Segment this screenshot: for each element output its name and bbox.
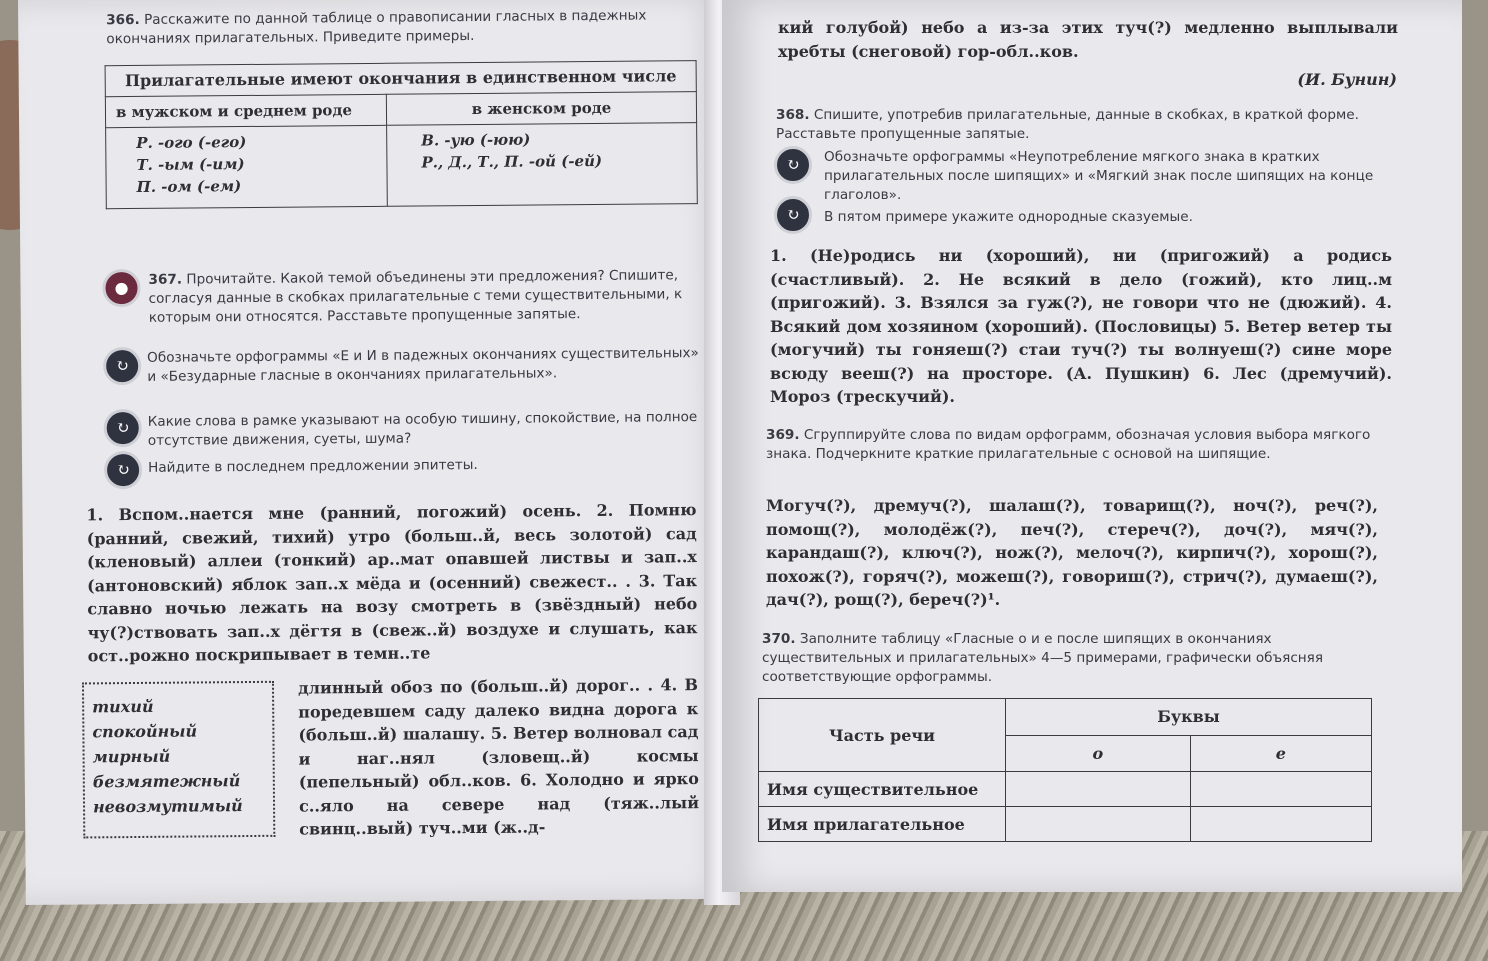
col-feminine: в женском роде [386,92,696,126]
exercise-text: Расскажите по данной таблице о правописании гласных в падежных окончаниях прилагательных. Приведите примеры. [106,7,647,48]
frame-word: спокойный [92,721,198,742]
exercise-367-task3: Найдите в последнем предложении эпитеты. [148,457,478,476]
exercise-number: 367. [148,271,183,288]
ending-line: Р. -ого (-его) [136,133,247,152]
feminine-endings [387,123,698,207]
ending-line: Р., Д., Т., П. -ой (-ей) [421,151,603,172]
col-letters: Буквы [1006,699,1372,736]
exercise-368-instruction [776,106,1396,144]
right-page [722,0,1462,892]
ending-line: П. -ом (-ем) [136,177,242,196]
ending-line: Т. -ым (-им) [136,155,245,174]
empty-cell [1006,772,1191,807]
frame-word: безмятежный [92,771,241,792]
frame-word: мирный [92,746,171,767]
letter-o-header: о [1006,735,1191,772]
exercise-366-instruction [106,6,706,49]
lightbulb-icon: ● [102,269,140,307]
exercise-367-text-continued: длинный обоз по (больш..й) дорог.. . 4. В поредевшем саду далеко видна дорога к (больш..й) шалашу. 5. Ветер волновал сад и наг..нял (зловещ..й) космы (пепельный) обл..ков. 6. Холодно и ярко с..яло на севере над (тяж..лый свинц..вый) туч..ми (ж..д- [297,675,700,839]
task-arrows-icon: ↻ [104,409,142,447]
task-arrows-icon: ↻ [774,146,812,184]
exercise-number: 368. [776,107,810,123]
exercise-367-task2: Какие слова в рамке указывают на особую тишину, спокойствие, на полное отсутствие движения, суеты, шума? [147,409,698,449]
task-arrows-icon: ↻ [104,451,142,489]
frame-word: невозмутимый [92,796,243,817]
empty-cell [1006,807,1191,842]
exercise-369-words: Могуч(?), дремуч(?), шалаш(?), товарищ(?), ноч(?), реч(?), помощ(?), молодёж(?), печ(?), стереч(?), доч(?), мяч(?), карандаш(?), ключ(?), нож(?), мелоч(?), кирпич(?), хорош(?), похож(?), горяч(?), можеш(?), говориш(?), стрич(?), думаеш(?), дач(?), рощ(?), береч(?)¹. [766,496,1378,609]
letter-e-header: е [1190,735,1371,772]
empty-cell [1190,772,1371,807]
task-arrows-icon: ↻ [103,347,141,385]
exercise-368-task2: В пятом примере укажите однородные сказуемые. [824,209,1193,225]
exercise-369-instruction [766,426,1388,464]
continued-text: кий голубой) небо а из-за этих туч(?) медленно выплывали хребты (снеговой) гор-обл..ков. [778,18,1398,61]
masculine-endings [106,125,388,208]
exercise-370-instruction [762,630,1378,687]
author-bunin: (И. Бунин) [1297,70,1397,89]
exercise-367-text: 1. Вспом..нается мне (ранний, погожий) осень. 2. Помню (ранний, свежий, тихий) утро (больш..й, весь золотой) сад (кленовый) аллеи (тонкий) ар..мат опавшей листвы и зап..х (антоновский) яблок зап..х мёда и (осенний) свежест.. . 3. Так славно ночью лежать на возу смотреть в (звёздный) небо чу(?)ствовать зап..х дёгтя в (свеж..й) воздухе и слушать, как ост..рожно поскрипывает в темн..те [86,500,698,666]
exercise-368-task1: Обозначьте орфограммы «Неупотребление мягкого знака в кратких прилагательных после шипящих» и «Мягкий знак после шипящих на конце глаголов». [824,149,1374,203]
endings-table-header: Прилагательные имеют окончания в единственном числе [105,61,696,97]
exercise-number: 366. [106,11,140,29]
vowels-table [758,698,1372,842]
ending-line: В. -ую (-юю) [421,130,531,150]
frame-word: тихий [92,696,154,717]
left-page [18,0,734,905]
col-masculine-neuter: в мужском и среднем роде [105,94,386,127]
empty-cell [1190,807,1371,842]
word-frame [82,681,275,839]
exercise-367-instruction [148,266,703,328]
row-noun: Имя существительное [759,772,1006,807]
row-adjective: Имя прилагательное [759,807,1006,842]
col-part-of-speech: Часть речи [759,699,1006,772]
exercise-text: Спишите, употребив прилагательные, данные в скобках, в краткой форме. Расставьте пропущенные запятые. [776,107,1359,142]
exercise-368-text: 1. (Не)родись ни (хороший), ни (пригожий) а родись (счастливый). 2. Не всякий в дело (гожий), кто лиц..м (пригожий). 3. Взялся за гуж(?), не говори что не (дюжий). 4. Всякий дом хозяином (хороший). (Пословицы) 5. Ветер ветер ты (могучий) ты гоняеш(?) стаи туч(?) ты волнуеш(?) сине море всюду вееш(?) на просторе. (А. Пушкин) 6. Лес (дремучий). Мороз (трескучий). [770,246,1392,406]
task-arrows-icon: ↻ [774,196,812,234]
exercise-367-task1: Обозначьте орфограммы «Е и И в падежных окончаниях существительных» и «Безударные гласные в окончаниях прилагательных». [147,345,699,385]
endings-table [105,60,698,209]
exercise-number: 370. [762,631,796,647]
exercise-text: Заполните таблицу «Гласные о и е после шипящих в окончаниях существительных и прилагательных» 4—5 примерами, графически объясняя соответствующие орфограммы. [762,631,1324,685]
exercise-text: Прочитайте. Какой темой объединены эти предложения? Спишите, согласуя данные в скобках прилагательные с теми существительными, к которым они относятся. Расставьте пропущенные запятые. [148,267,683,326]
exercise-number: 369. [766,427,800,443]
exercise-text: Сгруппируйте слова по видам орфограмм, обозначая условия выбора мягкого знака. Подчеркните краткие прилагательные с основой на шипящие. [766,427,1371,462]
